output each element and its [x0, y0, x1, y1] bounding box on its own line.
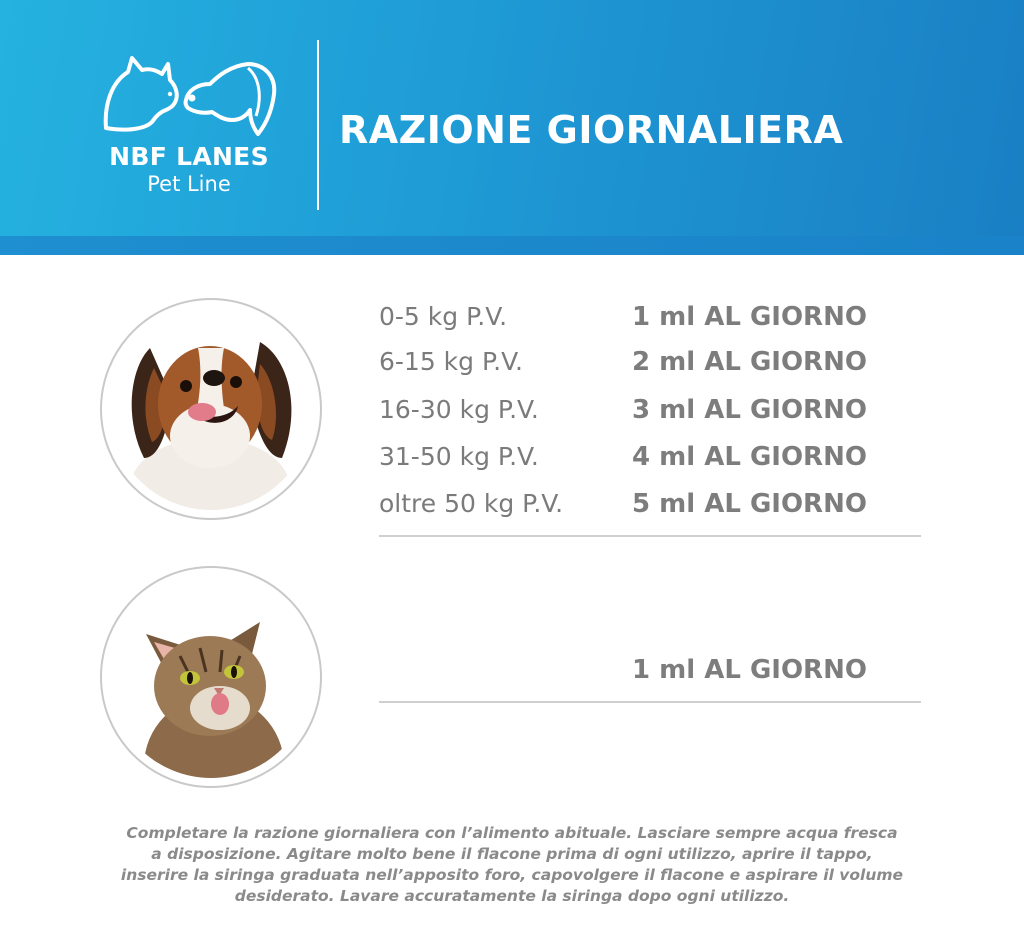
dose-weight: 31-50 kg P.V. — [379, 442, 539, 471]
header-strip — [0, 236, 1024, 255]
brand-subtitle: Pet Line — [147, 172, 231, 196]
dose-amount: 2 ml AL GIORNO — [632, 347, 867, 377]
instructions-line: desiderato. Lavare accuratamente la siringa dopo ogni utilizzo. — [234, 887, 790, 905]
cat-illustration — [110, 576, 312, 778]
dose-amount: 5 ml AL GIORNO — [632, 489, 867, 519]
instructions-line: inserire la siringa graduata nell’apposito foro, capovolgere il flacone e aspirare il volume — [120, 866, 904, 884]
dose-amount: 3 ml AL GIORNO — [632, 395, 867, 425]
dose-weight: oltre 50 kg P.V. — [379, 489, 564, 518]
dose-amount: 4 ml AL GIORNO — [632, 442, 867, 472]
dose-weight: 0-5 kg P.V. — [379, 302, 508, 331]
instructions-text — [96, 823, 928, 907]
brand-name: NBF LANES — [109, 142, 269, 171]
dog-photo — [100, 298, 322, 520]
dog-illustration — [110, 308, 312, 510]
dose-amount: 1 ml AL GIORNO — [632, 302, 867, 332]
dose-weight: 6-15 kg P.V. — [379, 347, 523, 376]
section-divider — [379, 701, 921, 703]
header-divider — [317, 40, 319, 210]
cat-photo — [100, 566, 322, 788]
page-title: RAZIONE GIORNALIERA — [339, 108, 844, 152]
instructions-line: a disposizione. Agitare molto bene il flacone prima di ogni utilizzo, aprire il tappo, — [151, 845, 873, 863]
cat-dog-logo-icon — [100, 54, 280, 140]
section-divider — [379, 535, 921, 537]
instructions-line: Completare la razione giornaliera con l’alimento abituale. Lasciare sempre acqua fresca — [126, 824, 898, 842]
dose-weight: 16-30 kg P.V. — [379, 395, 539, 424]
cat-dose-amount: 1 ml AL GIORNO — [632, 655, 867, 685]
